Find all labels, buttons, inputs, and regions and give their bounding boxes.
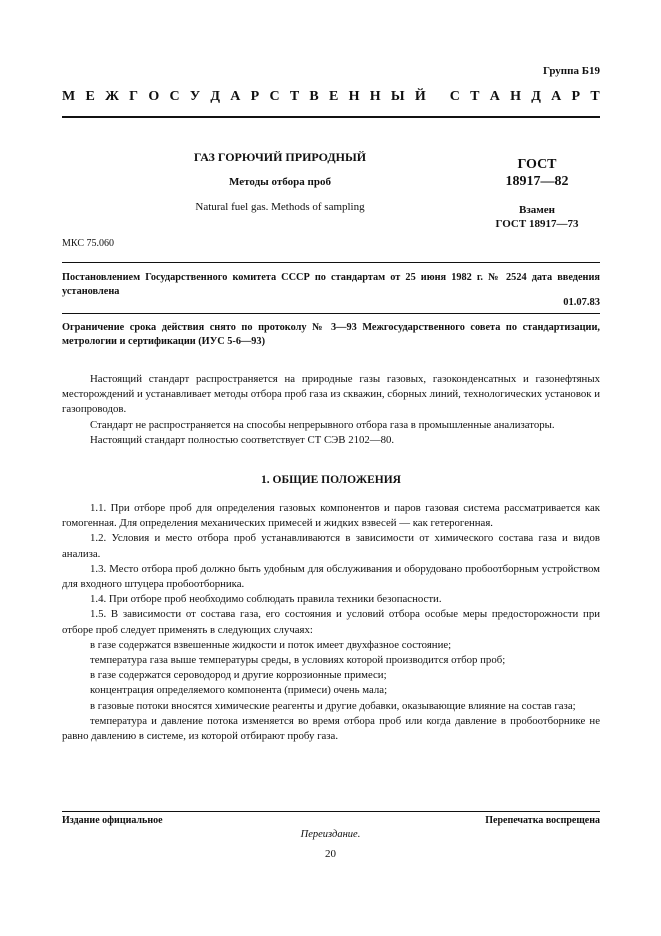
document-subtitle: Методы отбора проб	[229, 176, 331, 188]
gost-number: 18917—82	[505, 174, 569, 189]
banner-letter: О	[148, 89, 160, 104]
banner-letter: Р	[250, 89, 260, 104]
banner-letter: Й	[414, 89, 426, 104]
section-paragraph: 1.3. Место отбора проб должно быть удобным для обслуживания и оборудовано пробоотборным устройством для входного штуцера пробоотборника.	[62, 562, 600, 591]
banner-letter: Д	[531, 89, 541, 104]
section-paragraph: 1.1. При отборе проб для определения газовых компонентов и паров газовая система рассматривается как гомогенная. Для определения механических примесей и жидких взвесей — как гетерогенная.	[62, 502, 600, 530]
document-title: ГАЗ ГОРЮЧИЙ ПРИРОДНЫЙ	[193, 150, 367, 164]
section-paragraph: 1.5. В зависимости от состава газа, его состояния и условий отбора особые меры предосторожности при отборе проб следует применять в следующих случаях:	[62, 608, 600, 636]
intro-paragraph: Настоящий стандарт полностью соответствует СТ СЭВ 2102—80.	[90, 433, 395, 446]
banner-letter: С	[449, 89, 460, 104]
banner-letter: С	[169, 89, 180, 104]
list-item: в газовые потоки вносятся химические реагенты и другие добавки, оказывающие влияние на состав газа;	[90, 699, 576, 712]
banner-letter: У	[189, 89, 201, 104]
banner-letter: Т	[470, 89, 480, 104]
replaces-label: Взамен	[519, 204, 555, 216]
reissue-note: Переиздание.	[300, 829, 361, 840]
standard-banner	[62, 89, 600, 105]
section-body	[62, 501, 600, 744]
banner-letter: Р	[571, 89, 581, 104]
gost-label: ГОСТ	[517, 157, 557, 172]
banner-letter: Д	[210, 89, 221, 104]
banner-letter: Ж	[105, 89, 119, 104]
gost-number-block	[482, 156, 592, 190]
banner-letter: М	[62, 89, 76, 104]
section-paragraph: 1.4. При отборе проб необходимо соблюдать правила техники безопасности.	[90, 593, 442, 606]
list-item: в газе содержатся сероводород и другие коррозионные примеси;	[90, 669, 387, 682]
banner-letter: В	[309, 89, 319, 104]
gost-replaces-block	[482, 203, 592, 231]
list-item: в газе содержатся взвешенные жидкости и поток имеет двухфазное состояние;	[90, 638, 452, 651]
decree-text: Постановлением Государственного комитета СССР по стандартам от 25 июня 1982 г. № 2524 дата введения установлена	[62, 272, 600, 297]
replaces-number: ГОСТ 18917—73	[495, 218, 579, 230]
banner-letter: Т	[289, 89, 300, 104]
decree-date: 01.07.83	[563, 297, 600, 308]
group-code: Группа Б19	[543, 65, 600, 77]
divider-top	[62, 262, 600, 263]
banner-letter: Е	[85, 89, 95, 104]
restriction-text: Ограничение срока действия снято по протоколу № 3—93 Межгосударственного совета по стандартизации, метрологии и сертификации (ИУС 5-6—93)	[62, 322, 600, 347]
divider-footer	[62, 811, 600, 812]
section-heading: 1. ОБЩИЕ ПОЛОЖЕНИЯ	[261, 474, 401, 486]
banner-letter: Т	[590, 89, 600, 104]
list-item: температура газа выше температуры среды, в условиях которой производится отбор проб;	[90, 654, 506, 667]
reprint-prohibited-label: Перепечатка воспрещена	[485, 815, 600, 826]
banner-letter: А	[230, 89, 241, 104]
page-number: 20	[325, 848, 336, 860]
intro-paragraph: Настоящий стандарт распространяется на природные газы газовых, газоконденсатных и газонефтяных месторождений и устанавливает методы отбора проб газа из скважин, сборных линий, технологических установок и газопроводов.	[62, 373, 600, 416]
banner-letter: Н	[348, 89, 360, 104]
banner-letter: Ы	[390, 89, 405, 104]
official-edition-label: Издание официальное	[62, 815, 163, 826]
document-title-english: Natural fuel gas. Methods of sampling	[195, 201, 365, 213]
intro-paragraph: Стандарт не распространяется на способы непрерывного отбора газа в промышленные анализаторы.	[90, 418, 555, 431]
banner-letter: Н	[510, 89, 522, 104]
banner-letter: А	[551, 89, 562, 104]
banner-letter: Г	[129, 89, 139, 104]
banner-letter: А	[489, 89, 500, 104]
section-paragraph: 1.2. Условия и место отбора проб устанавливаются в зависимости от химического состава газа и видов анализа.	[62, 532, 600, 560]
banner-letter: Н	[369, 89, 381, 104]
intro-section	[62, 372, 600, 448]
list-item: температура и давление потока изменяется во время отбора проб или когда давление в пробоотборнике не равно давлению в системе, из которой отбирают пробу газа.	[62, 714, 600, 743]
banner-divider	[62, 116, 600, 118]
banner-letter: Е	[329, 89, 339, 104]
mks-code: МКС 75.060	[62, 238, 114, 249]
banner-gap	[436, 89, 440, 105]
divider-middle	[62, 313, 600, 314]
list-item: концентрация определяемого компонента (примеси) очень мала;	[90, 684, 388, 697]
banner-letter: С	[269, 89, 280, 104]
